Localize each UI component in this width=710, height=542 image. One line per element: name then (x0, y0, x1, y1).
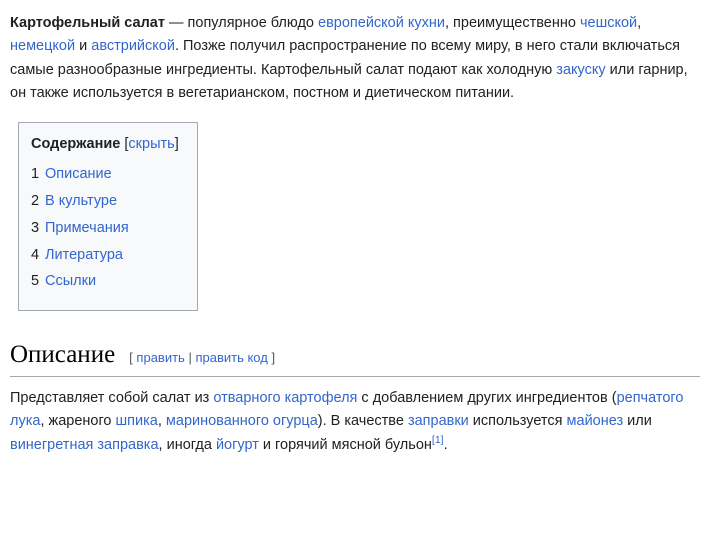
par-text-7: или (623, 413, 652, 430)
lead-sep-2: и (75, 38, 92, 55)
lead-text-4: или гарнир, он также используется в вегетарианском, постном и диетическом питании. (10, 61, 688, 102)
toc-item-number: 5 (31, 273, 40, 290)
link-german[interactable]: немецкой (10, 38, 76, 55)
toc-list (31, 164, 179, 293)
toc-bracket-close: ] (174, 135, 179, 152)
section-header-opisanie (10, 339, 700, 377)
reference-link-1[interactable]: [1] (431, 433, 444, 446)
link-bacon[interactable]: шпика (115, 413, 158, 430)
par-text-10: . (443, 436, 448, 453)
toc-item-2[interactable] (31, 191, 179, 213)
link-snack[interactable]: закуску (556, 61, 606, 78)
toc-link-ssylki[interactable]: Ссылки (45, 273, 97, 290)
link-boiled-potato[interactable]: отварного картофеля (213, 389, 358, 406)
edit-source-link[interactable]: править код (195, 350, 268, 366)
toc-item-number: 3 (31, 219, 40, 236)
par-text-4: , (157, 413, 166, 430)
par-text-3: , жареного (40, 413, 116, 430)
lead-text-2: , преимущественно (445, 15, 580, 31)
toc-bracket-open: [ (124, 135, 129, 152)
toc-header (31, 133, 179, 156)
edit-separator: | (188, 350, 192, 366)
link-european-cuisine[interactable]: европейской кухни (318, 15, 445, 31)
par-text-9: и горячий мясной бульон (258, 436, 432, 453)
link-vinaigrette-dressing[interactable]: винегретная заправка (10, 436, 159, 453)
toc-item-number: 4 (31, 246, 40, 263)
link-mayonnaise[interactable]: майонез (566, 413, 624, 430)
link-czech[interactable]: чешской (579, 15, 638, 31)
lead-paragraph (10, 12, 700, 106)
par-text-5: ). В качестве (317, 413, 408, 430)
table-of-contents (18, 122, 198, 311)
toc-link-literatura[interactable]: Литература (45, 246, 123, 263)
toc-link-opisanie[interactable]: Описание (45, 166, 112, 183)
toc-toggle-link[interactable]: скрыть (128, 135, 175, 152)
edit-bracket-close: ] (271, 350, 276, 366)
link-dressing[interactable]: заправки (407, 413, 469, 430)
toc-item-number: 2 (31, 193, 40, 210)
toc-item-number: 1 (31, 166, 40, 183)
reference-marker-1[interactable] (432, 434, 444, 446)
par-text-6: используется (468, 413, 567, 430)
par-text-1: Представляет собой салат из (10, 389, 214, 406)
lead-sep-1: , (637, 15, 642, 31)
toc-link-v-kulture[interactable]: В культуре (45, 193, 118, 210)
toc-item-5[interactable] (31, 271, 179, 293)
par-text-2: с добавлением других ингредиентов ( (357, 389, 617, 406)
link-austrian[interactable]: австрийской (91, 38, 175, 55)
toc-item-3[interactable] (31, 218, 179, 240)
toc-title: Содержание (31, 135, 121, 152)
section-title: Описание (10, 341, 116, 369)
toc-item-1[interactable] (31, 164, 179, 186)
article-term: Картофельный салат (10, 15, 165, 31)
link-pickled-cucumber[interactable]: маринованного огурца (165, 413, 318, 430)
toc-item-4[interactable] (31, 245, 179, 267)
toc-link-primechaniya[interactable]: Примечания (45, 219, 129, 236)
link-yogurt[interactable]: йогурт (215, 436, 259, 453)
section-edit-links (129, 347, 275, 368)
lead-text-1: — популярное блюдо (164, 15, 319, 31)
lead-text-3: . Позже получил распространение по всему миру, в него стали включаться самые разнообразные ингредиенты. Картофельный салат подают как холодную (10, 38, 680, 78)
par-text-8: , иногда (158, 436, 216, 453)
link-onion[interactable]: репчатого лука (10, 389, 684, 430)
edit-section-link[interactable]: править (136, 350, 185, 366)
edit-bracket-open: [ (129, 350, 133, 366)
section-paragraph (10, 387, 700, 457)
